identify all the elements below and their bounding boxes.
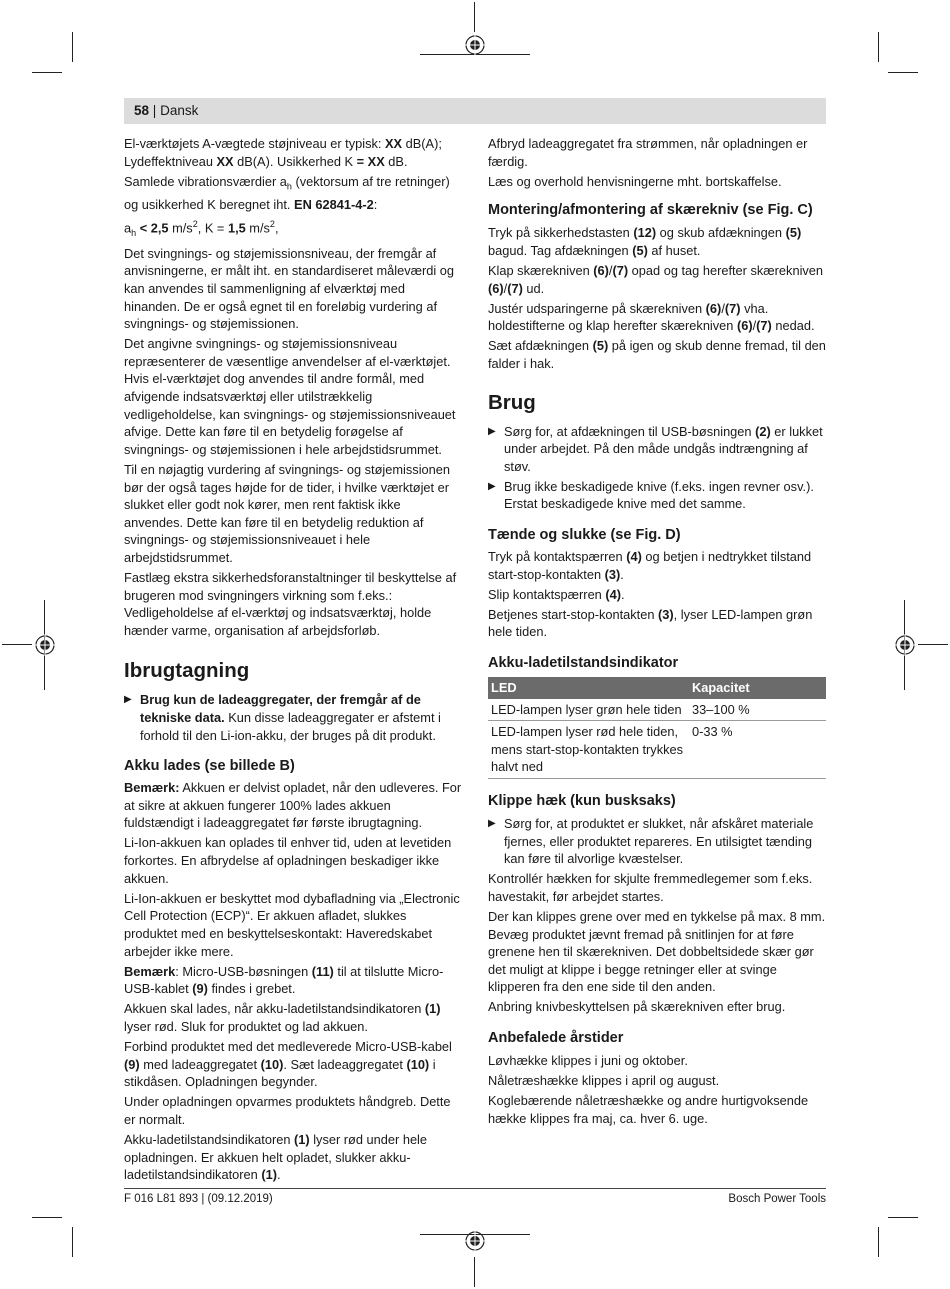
paragraph: El-værktøjets A-vægtede støjniveau er typisk: XX dB(A); Lydeffektniveau XX dB(A). Usikkerhed K = XX dB.	[124, 136, 442, 169]
crop-mark	[888, 1217, 918, 1218]
triangle-right-icon: ▶	[488, 480, 496, 492]
heading-aarstider: Anbefalede årstider	[488, 1029, 624, 1046]
led-table	[488, 677, 826, 779]
paragraph: Det angivne svingnings- og støjemissionsniveau repræsenterer de væsentlige anvendelser af el-værktøjet. Hvis el-værktøjet dog anvendes til andre formål, med afvigende indsatsværktøj eller utilstrækkelig vedligeholdelse, kan svingnings- og støjemissionsniveauet afvige. Dette kan føre til en betydelig forøgelse af svingnings- og støjemissionen i hele arbejdstidsrummet.	[124, 336, 456, 457]
paragraph: Bemærk: Akkuen er delvist opladet, når den udleveres. For at sikre at akkuen fungerer 100% lades akkuen fuldstændigt i ladeaggregatet før første ibrugtagning.	[124, 780, 462, 831]
paragraph: Akku-ladetilstandsindikatoren (1) lyser rød under hele opladningen. Er akkuen helt opladet, slukker akku-ladetilstandsindikatoren (1).	[124, 1131, 428, 1183]
triangle-right-icon: ▶	[488, 425, 496, 437]
paragraph: Det svingnings- og støjemissionsniveau, der fremgår af anvisningerne, er målt iht. en standardiseret måleværdi og kan anvendes til sammenligning af elværktøj med hinanden. De er også egnet til en foreløbig vurdering af svingnings- og støjemissionen.	[124, 245, 455, 332]
bullet-item: ▶ Sørg for, at afdækningen til USB-bøsningen (2) er lukket under arbejdet. På den måde undgås indtrængning af støv.	[488, 423, 823, 474]
paragraph: Bemærk: Micro-USB-bøsningen (11) til at tilslutte Micro-USB-kablet (9) findes i grebet.	[124, 963, 444, 997]
paragraph: Justér udsparingerne på skærekniven (6)/(7) vha. holdestifterne og klap herefter skærekniven (6)/(7) nedad.	[488, 300, 815, 334]
table-row	[488, 699, 826, 721]
paragraph: Akkuen skal lades, når akku-ladetilstandsindikatoren (1) lyser rød. Sluk for produktet og lad akkuen.	[124, 1001, 441, 1034]
paragraph: Læs og overhold henvisningerne mht. bortskaffelse.	[488, 173, 782, 189]
crop-mark	[32, 72, 62, 73]
page-footer	[124, 1188, 826, 1209]
table-header: LED	[488, 677, 689, 699]
right-column	[488, 135, 826, 1130]
paragraph: Løvhække klippes i juni og oktober.	[488, 1052, 688, 1068]
paragraph: Koglebærende nåletræshække og andre hurtigvoksende hække klippes fra maj, ca. hver 6. uge.	[488, 1093, 809, 1126]
header-separator: |	[152, 103, 157, 118]
header-language: Dansk	[160, 103, 199, 118]
heading-taende-slukke: Tænde og slukke (se Fig. D)	[488, 527, 681, 543]
paragraph: Betjenes start-stop-kontakten (3), lyser LED-lampen grøn hele tiden.	[488, 606, 813, 640]
crop-mark	[918, 644, 948, 645]
registration-mark-icon	[464, 34, 486, 56]
triangle-right-icon: ▶	[488, 817, 496, 829]
paragraph: Sæt afdækningen (5) på igen og skub denne fremad, til den falder i hak.	[488, 338, 826, 371]
heading-brug: Brug	[488, 390, 536, 414]
page-header	[124, 98, 826, 124]
heading-klippe-haek: Klippe hæk (kun busksaks)	[488, 792, 676, 809]
paragraph: Slip kontaktspærren (4).	[488, 586, 625, 602]
paragraph: Anbring knivbeskyttelsen på skærekniven efter brug.	[488, 999, 786, 1015]
page-number: 58	[134, 103, 150, 118]
paragraph: Li-Ion-akkuen kan oplades til enhver tid, uden at levetiden forkortes. En afbrydelse af opladningen beskadiger ikke akkuen.	[124, 835, 452, 886]
heading-akku-indikator: Akku-ladetilstandsindikator	[488, 654, 679, 671]
crop-mark	[878, 1227, 879, 1257]
table-cell: 0-33 %	[689, 721, 826, 779]
crop-mark	[474, 1257, 475, 1287]
crop-mark	[72, 1227, 73, 1257]
paragraph: Fastlæg ekstra sikkerhedsforanstaltninger til beskyttelse af brugeren mod svingningers virkning som f.eks.: Vedligeholdelse af el-værktøj og indsatsværktøj, holde hænder varme, organisation af arbejdsforløb.	[124, 570, 457, 638]
crop-mark	[2, 644, 32, 645]
crop-mark	[878, 32, 879, 62]
crop-mark	[32, 1217, 62, 1218]
paragraph: Kontrollér hækken for skjulte fremmedlegemer som f.eks. havestakit, før arbejdet startes.	[488, 871, 813, 904]
crop-mark	[888, 72, 918, 73]
table-header-row	[488, 677, 826, 699]
paragraph: Under opladningen opvarmes produktets håndgreb. Dette er normalt.	[124, 1094, 451, 1127]
footer-brand: Bosch Power Tools	[728, 1193, 826, 1205]
bullet-item: ▶ Brug kun de ladeaggregater, der fremgår af de tekniske data. Kun disse ladeaggregater er afstemt i forhold til den Li-ion-akku, der bruges på dit produkt.	[124, 692, 441, 743]
paragraph: Nåletræshække klippes i april og august.	[488, 1073, 720, 1089]
table-cell: 33–100 %	[689, 699, 826, 721]
table-row	[488, 721, 826, 779]
table-header: Kapacitet	[689, 677, 826, 699]
triangle-right-icon: ▶	[124, 694, 132, 706]
paragraph: Klap skærekniven (6)/(7) opad og tag herefter skærekniven (6)/(7) ud.	[488, 262, 824, 296]
paragraph: $a_h < 2,5$ $m/s^2$, K = 1,5 $m/s^2$,	[124, 218, 279, 238]
crop-mark	[474, 2, 475, 32]
crop-mark	[72, 32, 73, 62]
table-cell: LED-lampen lyser grøn hele tiden	[488, 699, 689, 721]
registration-mark-icon	[464, 1230, 486, 1252]
paragraph: Der kan klippes grene over med en tykkelse på max. 8 mm. Bevæg produktet jævnt fremad på snitlinjen for at føre grenene hen til skærekniven. Det dobbeltsidede skær gør det muligt at klippe i begge retninger eller at svinge klipperen fra den ene side til den anden.	[488, 908, 826, 995]
paragraph: Samlede vibrationsværdier $a_h$ (vektorsum af tre retninger) og usikkerhed K beregnet iht. EN 62841-4-2:	[124, 173, 450, 212]
left-column	[124, 135, 462, 1186]
footer-doc-id: F 016 L81 893 | (09.12.2019)	[124, 1193, 273, 1205]
bullet-item: ▶ Sørg for, at produktet er slukket, når afskåret materiale fjernes, eller produktet repareres. En utilsigtet tænding kan føre til alvorlige kvæstelser.	[488, 815, 814, 867]
bullet-item: ▶ Brug ikke beskadigede knive (f.eks. ingen revner osv.). Erstat beskadigede knive med det samme.	[488, 478, 814, 512]
table-cell: LED-lampen lyser rød hele tiden, mens start-stop-kontakten trykkes halvt ned	[488, 721, 689, 779]
registration-mark-icon	[894, 634, 916, 656]
heading-akku-lades: Akku lades (se billede B)	[124, 758, 295, 775]
heading-montering: Montering/afmontering af skærekniv (se Fig. C)	[488, 202, 813, 219]
paragraph: Tryk på sikkerhedstasten (12) og skub afdækningen (5) bagud. Tag afdækningen (5) af huset.	[488, 225, 802, 258]
paragraph: Afbryd ladeaggregatet fra strømmen, når opladningen er færdig.	[488, 136, 808, 169]
paragraph: Forbind produktet med det medleverede Micro-USB-kabel (9) med ladeaggregatet (10). Sæt ladeaggregatet (10) i stikdåsen. Opladningen begynder.	[124, 1038, 452, 1090]
paragraph: Li-Ion-akkuen er beskyttet mod dybafladning via „Electronic Cell Protection (ECP)“. Er akkuen afladet, slukkes produktet med en beskyttelseskontakt: Haveredskabet arbejder ikke mere.	[124, 890, 460, 959]
paragraph: Tryk på kontaktspærren (4) og betjen i nedtrykket tilstand start-stop-kontakten (3).	[488, 549, 812, 582]
registration-mark-icon	[34, 634, 56, 656]
heading-ibrugtagning: Ibrugtagning	[124, 659, 250, 683]
paragraph: Til en nøjagtig vurdering af svingnings- og støjemissionen bør der også tages højde for de tider, i hvilke værktøjet er slukket eller godt nok kører, men rent faktisk ikke anvendes. Dette kan føre til en betydelig reduktion af svingnings- og støjemissionsniveauet i hele arbejdstidsrummet.	[124, 461, 451, 565]
